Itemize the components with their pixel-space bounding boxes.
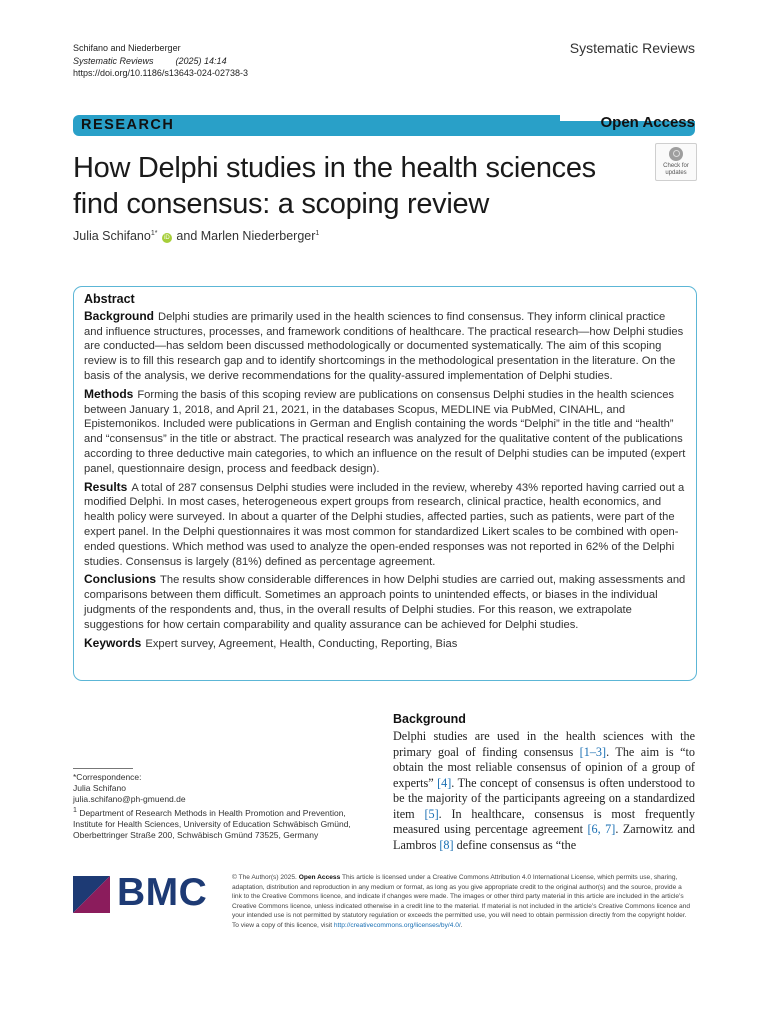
article-title: How Delphi studies in the health sciences find consensus: a scoping review bbox=[73, 152, 596, 220]
section-label: RESEARCH bbox=[81, 117, 175, 133]
journal-cite-name: Systematic Reviews bbox=[73, 55, 154, 66]
correspondence-block bbox=[73, 772, 373, 841]
footnote-divider bbox=[73, 768, 133, 769]
journal-name: Systematic Reviews bbox=[569, 40, 695, 56]
affiliation bbox=[73, 805, 373, 841]
running-authors: Schifano and Niederberger bbox=[73, 43, 181, 53]
abstract-text: A total of 287 consensus Delphi studies were included in the review, whereby 43% reported having carried out a modified Delphi. In most cases, heterogeneous expert groups from research, clinical practice, health economics, and health policy were surveyed. In about a quarter of the Delphi studies, affected parties, such as patients, were part of the expert panel. In the Delphi questionnaires it was most common for standardized Likert scales to be combined with open-ended questions. Which method was used to analyze the open-ended responses was not reported in 62% of the Delphi studies. Consensus is largely (81%) defined as percentage agreement. bbox=[84, 481, 685, 568]
license-open-access: Open Access bbox=[298, 874, 341, 881]
author-1[interactable]: Julia Schifano bbox=[73, 229, 151, 243]
abstract-box bbox=[73, 286, 697, 681]
abstract-text: Delphi studies are primarily used in the health sciences to find consensus. They inform clinical practice and influence structures, processes, and framework conditions of healthcare. The practical research—how Delphi studies are conducted—has seldom been discussed methodologically or documented systematically. The aim of this scoping review is to fill this research gap and to identify shortcomings in the methodological presentation in the literature. On the basis of the analysis, we derive recommendations for the quality-assured implementation of Delphi studies. bbox=[84, 310, 684, 382]
body-text: . In healthcare, consensus is most frequently measured using percentage agreement bbox=[393, 806, 695, 836]
bmc-wordmark: BMC bbox=[117, 871, 208, 914]
abstract-label: Results bbox=[84, 479, 128, 494]
license-text bbox=[232, 873, 692, 931]
bmc-mark-icon bbox=[73, 876, 110, 913]
affiliation-sup: 1 bbox=[73, 806, 77, 814]
citation-link[interactable]: [6, 7] bbox=[587, 822, 616, 836]
body-text: . The aim is “to obtain the most reliable consensus of opinion of a group of experts” bbox=[393, 744, 696, 790]
author-list bbox=[73, 229, 319, 243]
citation-link[interactable]: [4] bbox=[437, 775, 452, 790]
citation-link[interactable]: [5] bbox=[424, 806, 439, 821]
journal-citation bbox=[73, 55, 248, 68]
abstract-keywords bbox=[84, 636, 686, 652]
section-heading: Background bbox=[393, 712, 466, 726]
badge-line1: Check for bbox=[663, 163, 689, 169]
abstract-label: Conclusions bbox=[84, 572, 157, 587]
body-text: Delphi studies are used in the health sciences with the primary goal of finding consensus bbox=[393, 729, 695, 759]
abstract-label: Keywords bbox=[84, 635, 142, 650]
journal-year-volume: (2025) 14:14 bbox=[175, 55, 227, 66]
correspondence-email[interactable]: julia.schifano@ph-gmuend.de bbox=[73, 794, 186, 804]
citation-link[interactable]: [8] bbox=[439, 837, 454, 852]
license-end: . bbox=[460, 921, 463, 929]
body-text: define consensus as “the bbox=[453, 837, 577, 852]
abstract-methods bbox=[84, 387, 686, 477]
citation-link[interactable]: [1–3] bbox=[579, 744, 607, 759]
check-for-updates-badge[interactable] bbox=[655, 143, 697, 181]
body-text: . The concept of consensus is often understood to be the majority of the participants agreeing on a standardized item bbox=[393, 775, 695, 821]
body-text: . Zarnowitz and Lambros bbox=[393, 822, 695, 852]
correspondence-label: *Correspondence: bbox=[73, 772, 142, 782]
orcid-icon[interactable]: iD bbox=[162, 233, 172, 243]
abstract-text: Expert survey, Agreement, Health, Conducting, Reporting, Bias bbox=[145, 637, 458, 650]
abstract-text: The results show considerable differences in how Delphi studies are carried out, making assessments and comparisons between them difficult. Sometimes an approach points to unintended effects, or biases in the individual judgments of the respondents and, thus, in the overall results of Delphi studies. For this reason, we extrapolate suggestions for how certain comparability and quality assurance can be achieved for Delphi studies. bbox=[84, 574, 686, 631]
body-paragraph bbox=[393, 729, 695, 853]
bmc-logo bbox=[73, 873, 223, 919]
abstract-label: Background bbox=[84, 308, 155, 323]
background-section bbox=[393, 712, 695, 853]
license-url[interactable]: http://creativecommons.org/licenses/by/4.0/ bbox=[333, 921, 461, 929]
abstract-results bbox=[84, 480, 686, 570]
abstract-label: Methods bbox=[84, 386, 134, 401]
abstract-heading: Abstract bbox=[84, 292, 135, 306]
author-1-affil: 1* bbox=[150, 229, 158, 237]
author-2[interactable]: and Marlen Niederberger bbox=[176, 229, 316, 243]
author-2-affil: 1 bbox=[315, 229, 320, 237]
open-access-label: Open Access bbox=[600, 114, 695, 131]
article-meta bbox=[73, 42, 248, 80]
correspondence-name: Julia Schifano bbox=[73, 783, 126, 793]
affiliation-text: Department of Research Methods in Health Promotion and Prevention, Institute for Health Sciences, University of Education Schwäbisch Gmünd, Oberbettringer Straße 200, Schwäbisch Gmünd 73525, Germany bbox=[73, 807, 351, 840]
check-updates-icon bbox=[669, 147, 683, 161]
abstract-text: Forming the basis of this scoping review are publications on consensus Delphi studies in the health sciences between January 1, 2018, and April 21, 2021, in the databases Scopus, MEDLINE via PubMed, CINAHL, and Epistemonikos. Included were publications in German and English containing the words “Delphi” in the title and “health” and “consensus” in the title or abstract. The practical research was analyzed for the qualitative content of the publications according to three deductive main categories, to which an influence on the result of Delphi studies can be imputed (expert panel, questionnaire design, process and feedback design). bbox=[84, 388, 686, 475]
license-copyright: © The Author(s) 2025. bbox=[232, 874, 297, 881]
badge-line2: updates bbox=[665, 169, 687, 176]
abstract-conclusions bbox=[84, 572, 686, 632]
doi-link[interactable]: https://doi.org/10.1186/s13643-024-02738-3 bbox=[73, 68, 248, 78]
license-body: This article is licensed under a Creative Commons Attribution 4.0 International License, which permits use, sharing, adaptation, distribution and reproduction in any medium or format, as long as you give appropriate credit to the original author(s) and the source, provide a link to the Creative Commons licence, and indicate if changes were made. The images or other third party material in this article are included in the article’s Creative Commons licence, unless indicated otherwise in a credit line to the material. If material is not included in the article’s Creative Commons licence and your intended use is not permitted by statutory regulation or exceeds the permitted use, you will need to obtain permission directly from the copyright holder. To view a copy of this licence, visit bbox=[232, 874, 690, 929]
abstract-background bbox=[84, 309, 686, 384]
